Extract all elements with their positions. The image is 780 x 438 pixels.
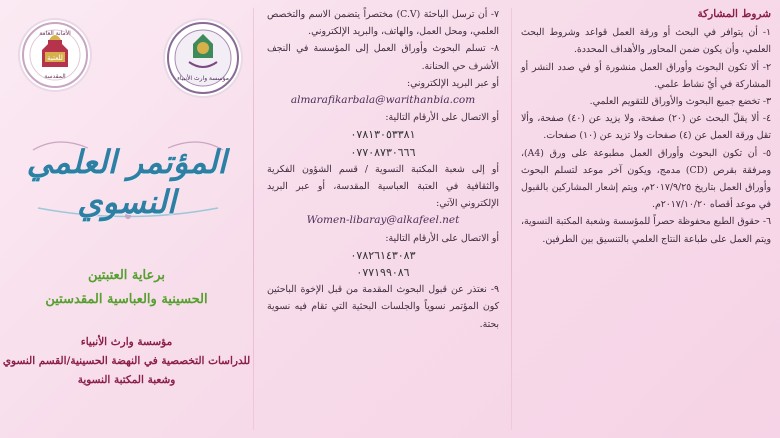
sponsor-line-2: الحسينية والعباسية المقدستين bbox=[45, 292, 208, 307]
condition-3: ٣- تخضع جميع البحوث والأوراق للتقويم العلمي. bbox=[589, 96, 771, 108]
conditions-text-block bbox=[521, 6, 771, 248]
cover-panel bbox=[0, 0, 253, 438]
phone-number-1[interactable]: ٠٧٨١٣٠٥٣٣٨١ bbox=[350, 128, 416, 142]
phone-number-3[interactable]: ٠٧٨٢٦١٤٣٠٨٣ bbox=[350, 248, 416, 262]
atabah-text-bottom: المقدسة bbox=[44, 73, 66, 80]
atabah-text-middle: للعتبة bbox=[47, 54, 63, 62]
item-7: ٧- أن ترسل الباحثة (C.V) مختصراً يتضمن الاسم والتخصص العلمي، ومحل العمل، والهاتف، والبريد الإلكتروني. bbox=[267, 9, 499, 38]
phone-number-4[interactable]: ٠٧٧١٩٩٠٨٦ bbox=[356, 266, 410, 280]
warith-logo bbox=[165, 20, 241, 96]
organizer-line-3: وشعبة المكتبة النسوية bbox=[77, 374, 176, 386]
condition-4: ٤- ألا يقلّ البحث عن (٢٠) صفحة، ولا يزيد عن (٤٠) صفحة، وألا تقل ورقة العمل عن (٤) صفحات ولا تزيد عن (١٠) صفحات. bbox=[521, 113, 771, 142]
item-8: ٨- تسلم البحوث وأوراق العمل إلى المؤسسة في النجف الأشرف حي الحنانة. bbox=[267, 43, 499, 72]
email-intro-1: أو عبر البريد الإلكتروني: bbox=[407, 77, 499, 89]
contact-panel bbox=[253, 0, 511, 438]
condition-1: ١- أن يتوافر في البحث أو ورقة العمل قواعد وشروط البحث العلمي، وأن يكون ضمن المحاور والأهداف المحددة. bbox=[521, 27, 771, 56]
atabah-emblem-icon bbox=[20, 20, 90, 90]
warith-emblem-icon bbox=[165, 20, 241, 96]
contact-text-block bbox=[267, 6, 499, 333]
department-text: أو إلى شعبة المكتبة النسوية / قسم الشؤون الفكرية والثقافية في العتبة العباسية المقدسة، أو عبر البريد الإلكتروني الآتي: bbox=[267, 163, 499, 210]
warith-logo-text: مؤسسة وارث الأنبياء bbox=[177, 75, 229, 82]
item-9: ٩- نعتذر عن قبول البحوث المقدمة من قبل الإخوة الباحثين كون المؤتمر نسوياً والجلسات البحثية التي تقام فيه نسوية بحتة. bbox=[267, 284, 499, 330]
phone-intro-1: أو الاتصال على الأرقام التالية: bbox=[385, 112, 499, 124]
organizer-line-1: مؤسسة وارث الأنبياء bbox=[80, 336, 173, 348]
atabah-text-top: الأمانة العامة bbox=[39, 30, 71, 37]
conditions-panel bbox=[511, 0, 780, 438]
atabah-logo bbox=[20, 20, 90, 90]
phone-intro-2: أو الاتصال على الأرقام التالية: bbox=[385, 232, 499, 244]
condition-6: ٦- حقوق الطبع محفوظة حصراً للمؤسسة وشعبة المكتبة النسوية، ويتم العمل على طباعة النتاج العلمي بالتنسيق بين الطرفين. bbox=[521, 216, 771, 245]
phone-number-2[interactable]: ٠٧٧٠٨٧٣٠٦٦٦ bbox=[350, 145, 416, 159]
condition-5: ٥- أن تكون البحوث وأوراق العمل مطبوعة على ورق (A4)، ومرفقة بقرص (CD) مدمج، ويكون آخر موعد لتسلم البحوث وأوراق العمل بتاريخ ٢٠١٧/٩/٢٥م، ويتم إشعار المشاركين بالقبول في موعد أقصاه ٢٠١٧/١٠/٢٠م. bbox=[521, 147, 772, 211]
email-link-2[interactable]: Women-libaray@alkafeel.net bbox=[306, 214, 460, 227]
conference-title: المؤتمر العلمي النسوي bbox=[26, 143, 227, 221]
condition-2: ٢- ألا تكون البحوث وأوراق العمل منشورة أو في صدد النشر أو المشاركة في أيّ نشاط علمي. bbox=[521, 61, 771, 90]
email-link-1[interactable]: almarafikarbala@warithanbia.com bbox=[290, 94, 476, 107]
organizer-line-2: للدراسات التخصصية في النهضة الحسينية/القسم النسوي bbox=[2, 355, 251, 367]
conditions-title: شروط المشاركة bbox=[697, 8, 771, 20]
sponsor-line-1: برعاية العتبتين bbox=[87, 268, 166, 283]
